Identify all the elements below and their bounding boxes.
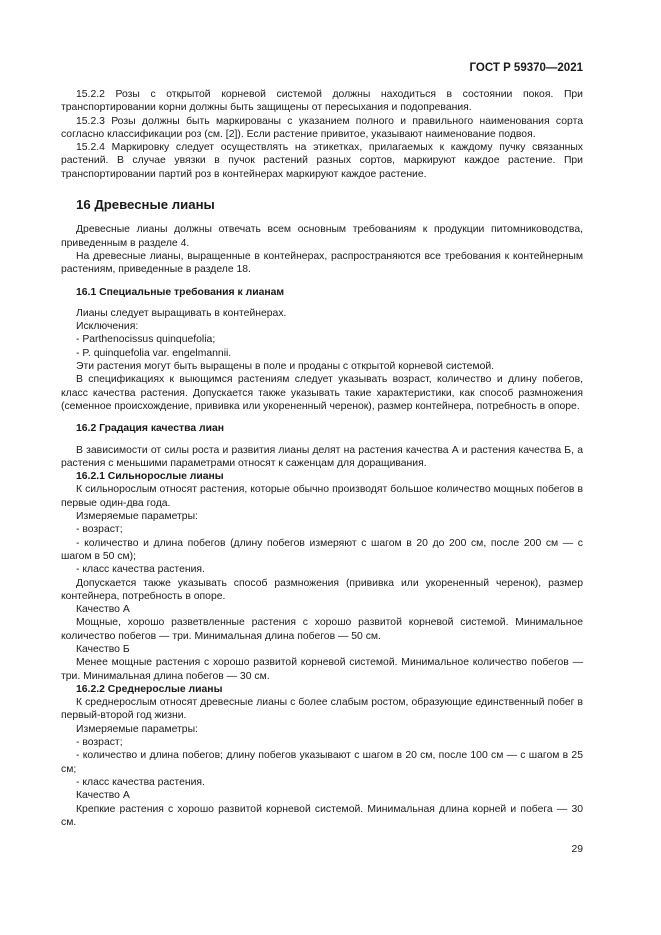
paragraph: В зависимости от силы роста и развития лианы делят на растения качества А и растения качества Б, а растения с меньшими параметрами относят к саженцам для доращивания.	[61, 444, 583, 469]
list-item: - Parthenocissus quinquefolia;	[76, 334, 216, 346]
list-item: - P. quinquefolia var. engelmannii.	[76, 347, 232, 359]
section-16-2-1-heading: 16.2.1 Сильнорослые лианы	[76, 471, 224, 483]
list-item: - класс качества растения.	[76, 776, 205, 788]
section-16-2-heading: 16.2 Градация качества лиан	[76, 423, 225, 435]
quality-label: Качество А	[76, 790, 130, 802]
paragraph-15-2-4: 15.2.4 Маркировку следует осуществлять на этикетках, прилагаемых к каждому пучку связанных растений. В случае увязки в пучок растений разных сортов, маркируют каждое растение. При транспортировании партий роз в контейнерах маркируют каждое растение.	[61, 142, 583, 180]
page-number: 29	[571, 844, 583, 855]
paragraph: Исключения:	[76, 321, 139, 333]
list-item: - возраст;	[76, 524, 123, 536]
list-item: - возраст;	[76, 737, 123, 749]
paragraph-15-2-3: 15.2.3 Розы должны быть маркированы с указанием полного и правильного наименования сорта согласно классификации роз (см. [2]). Если растение привитое, указывают наименование подвоя.	[61, 115, 583, 140]
paragraph: Допускается также указывать способ размножения (прививка или укорененный черенок), размер контейнера, потребность в опоре.	[61, 577, 583, 602]
quality-label: Качество А	[76, 604, 130, 616]
paragraph: Измеряемые параметры:	[76, 723, 198, 735]
paragraph: Менее мощные растения с хорошо развитой корневой системой. Минимальное количество побегов — три. Минимальная длина побегов — 30 см.	[61, 657, 583, 682]
quality-label: Качество Б	[76, 643, 130, 655]
document-body	[61, 88, 583, 829]
section-16-1-heading: 16.1 Специальные требования к лианам	[76, 286, 285, 298]
paragraph: Мощные, хорошо разветвленные растения с хорошо развитой корневой системой. Минимальное количество побегов — три. Минимальная длина побегов — 50 см.	[61, 617, 583, 642]
list-item: - количество и длина побегов (длину побегов измеряют с шагом в 20 до 200 см, после 200 см — с шагом в 50 см);	[61, 537, 583, 562]
paragraph-15-2-2: 15.2.2 Розы с открытой корневой системой должны находиться в состоянии покоя. При транспортировании корни должны быть защищены от пересыхания и подопревания.	[61, 89, 583, 114]
list-item: - количество и длина побегов; длину побегов указывают с шагом в 20 см, после 100 см — с шагом в 25 см;	[61, 750, 583, 775]
list-item: - класс качества растения.	[76, 564, 205, 576]
paragraph: К среднерослым относят древесные лианы с более слабым ростом, образующие единственный побег в первый-второй год жизни.	[61, 697, 583, 722]
paragraph: Измеряемые параметры:	[76, 511, 198, 523]
section-16-heading: 16 Древесные лианы	[76, 197, 215, 213]
document-code: ГОСТ Р 59370—2021	[469, 62, 583, 74]
section-16-intro-1: Древесные лианы должны отвечать всем основным требованиям к продукции питомниководства, приведенным в разделе 4.	[61, 224, 583, 249]
paragraph: Лианы следует выращивать в контейнерах.	[76, 307, 287, 319]
paragraph: Эти растения могут быть выращены в поле и проданы с открытой корневой системой.	[76, 361, 495, 373]
paragraph: К сильнорослым относят растения, которые обычно производят большое количество мощных побегов в первые один-два года.	[61, 484, 583, 509]
paragraph: Крепкие растения с хорошо развитой корневой системой. Минимальная длина корней и побега — 30 см.	[61, 803, 583, 828]
section-16-intro-2: На древесные лианы, выращенные в контейнерах, распространяются все требования к контейнерным растениям, приведенные в разделе 18.	[61, 250, 583, 276]
section-16-2-2-heading: 16.2.2 Среднерослые лианы	[76, 683, 223, 695]
paragraph: В спецификациях к выющимся растениям следует указывать возраст, количество и длину побегов, класс качества растения. Допускается также указывать такие характеристики, как способ размножения (семенное происхождение, прививка или укорененный черенок), размер контейнера, потребность в опоре.	[61, 374, 583, 412]
